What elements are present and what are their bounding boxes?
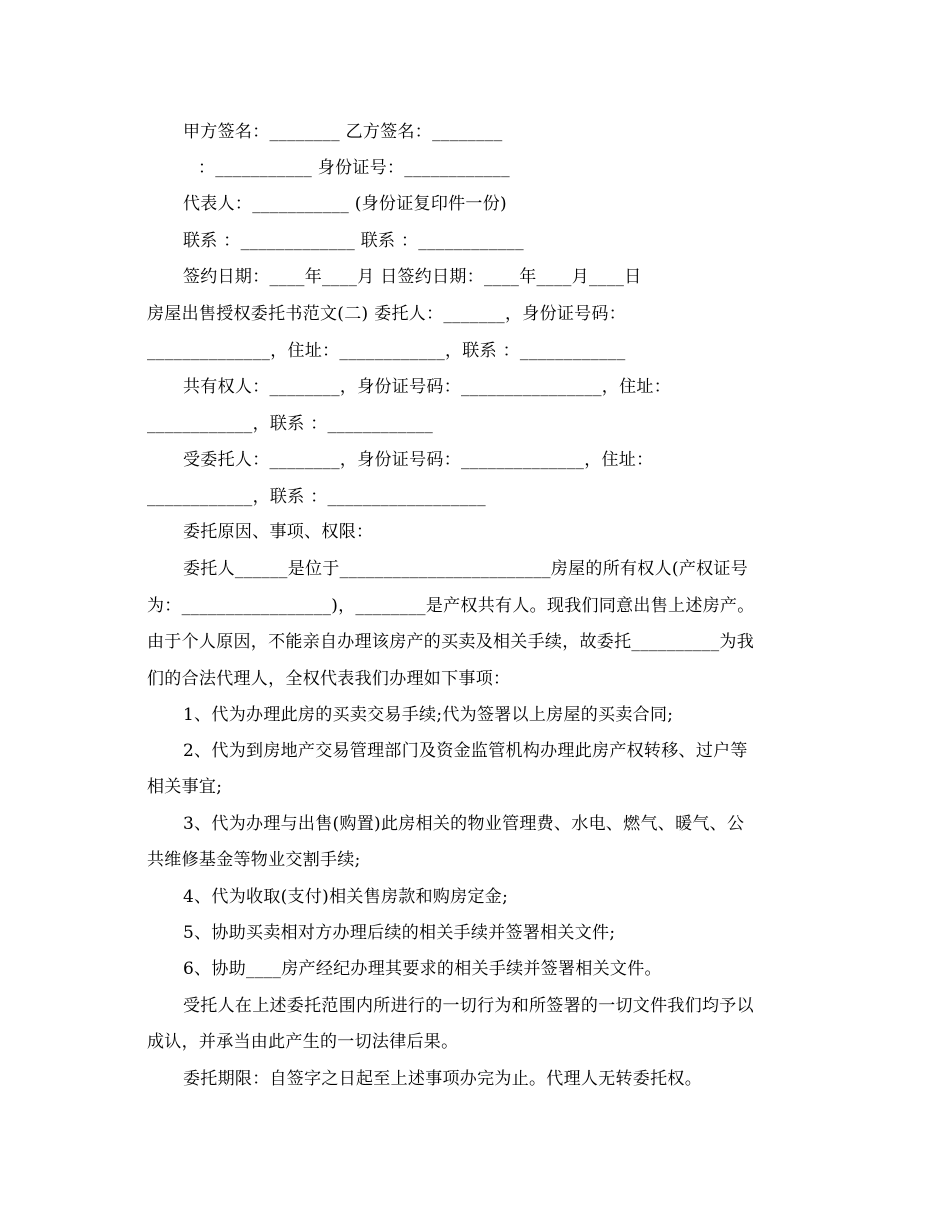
item-3-continued: 共维修基金等物业交割手续; xyxy=(147,850,361,870)
signing-date-line: 签约日期：____年____月 日签约日期：____年____月____日 xyxy=(183,267,642,287)
co-owner-contact-line: ____________，联系 ：____________ xyxy=(147,414,434,434)
term-paragraph: 委托期限：自签字之日起至上述事项办完为止。代理人无转委托权。 xyxy=(183,1069,702,1089)
contact-line: 联系 ：_____________ 联系 ：____________ xyxy=(183,231,524,251)
principal-address-line: ______________，住址：____________，联系 ：____________ xyxy=(147,341,626,361)
id-number-line: ：___________ 身份证号：____________ xyxy=(198,158,510,178)
paragraph-line: 委托人______是位于________________________房屋的所有权人(产权证号 xyxy=(183,559,749,579)
item-3: 3、代为办理与出售(购置)此房相关的物业管理费、水电、燃气、暖气、公 xyxy=(183,814,745,834)
paragraph-line: 为：_________________)，________是产权共有人。现我们同意出售上述房产。 xyxy=(147,596,755,616)
paragraph-line: 由于个人原因，不能亲自办理该房产的买卖及相关手续，故委托__________为我 xyxy=(147,632,754,652)
item-2: 2、代为到房地产交易管理部门及资金监管机构办理此房产权转移、过户等 xyxy=(183,741,748,761)
reason-heading: 委托原因、事项、权限： xyxy=(183,522,374,542)
item-2-continued: 相关事宜; xyxy=(147,777,223,797)
liability-paragraph-continued: 成认，并承当由此产生的一切法律后果。 xyxy=(147,1032,459,1052)
agent-line: 受委托人：________，身份证号码：______________，住址： xyxy=(183,450,654,470)
agent-contact-line: ____________，联系 ：__________________ xyxy=(147,487,486,507)
item-6: 6、协助____房产经纪办理其要求的相关手续并签署相关文件。 xyxy=(183,959,662,979)
item-5: 5、协助买卖相对方办理后续的相关手续并签署相关文件; xyxy=(183,923,616,943)
representative-line: 代表人：___________ (身份证复印件一份) xyxy=(183,194,507,214)
co-owner-line: 共有权人：________，身份证号码：________________，住址： xyxy=(183,377,671,397)
item-1: 1、代为办理此房的买卖交易手续;代为签署以上房屋的买卖合同; xyxy=(183,705,674,725)
section-title-principal-line: 房屋出售授权委托书范文(二) 委托人：_______，身份证号码： xyxy=(147,304,627,324)
liability-paragraph: 受托人在上述委托范围内所进行的一切行为和所签署的一切文件我们均予以 xyxy=(183,996,754,1016)
item-4: 4、代为收取(支付)相关售房款和购房定金; xyxy=(183,887,509,907)
paragraph-line: 们的合法代理人，全权代表我们办理如下事项： xyxy=(147,669,511,689)
signature-line: 甲方签名：________ 乙方签名：________ xyxy=(183,122,503,142)
